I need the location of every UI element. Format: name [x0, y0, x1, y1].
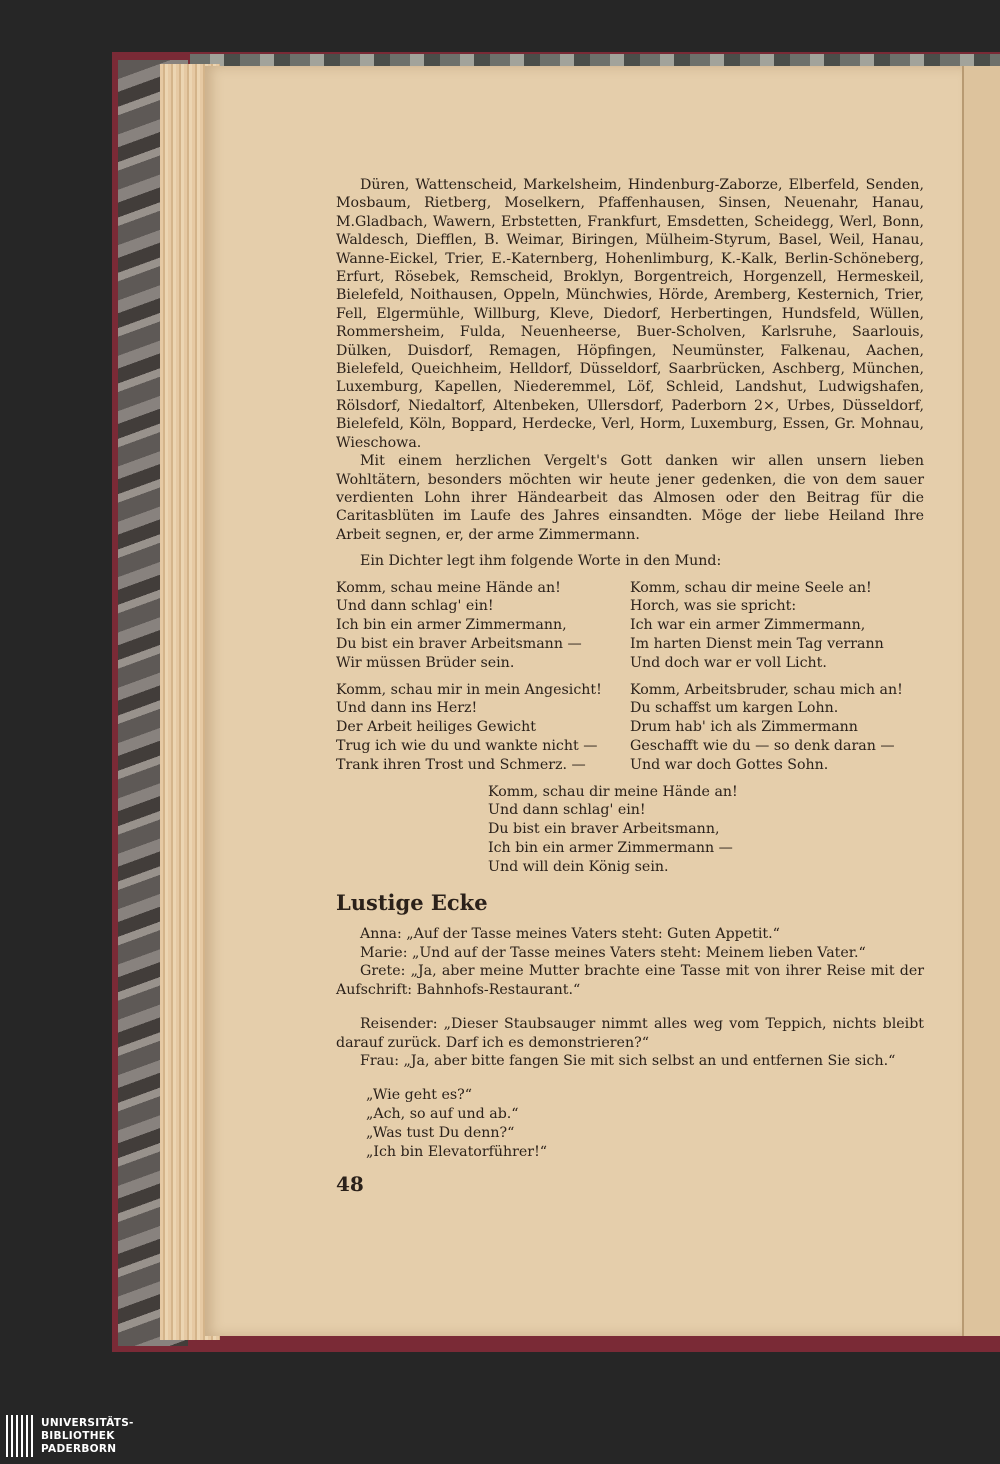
joke-quote: „Was tust Du denn?“ [366, 1125, 515, 1142]
poem-line: Trank ihren Trost und Schmerz. — [336, 756, 586, 773]
poem-stanza-2 [336, 681, 924, 775]
poem-line: Und dann schlag' ein! [336, 598, 494, 615]
poem-line: Komm, Arbeitsbruder, schau mich an! [630, 681, 903, 698]
poem-column-left [336, 681, 630, 775]
speech: „Ja, aber meine Mutter brachte eine Tasse mit von ihrer Reise mit der Aufschrift: Bahnhofs-Restaurant.“ [336, 963, 924, 998]
poem-column-right [630, 681, 924, 775]
poem-line: Ich bin ein armer Zimmermann, [336, 617, 567, 634]
poem-line: Wir müssen Brüder sein. [336, 654, 515, 671]
poem-line: Und dann ins Herz! [336, 700, 478, 717]
poem-line: Horch, was sie spricht: [630, 598, 797, 615]
poem-line: Komm, schau meine Hände an! [336, 579, 561, 596]
poem-line: Komm, schau dir meine Seele an! [630, 579, 872, 596]
poem-line: Ich bin ein armer Zimmermann — [488, 839, 733, 856]
poem-line: Geschafft wie du — so denk daran — [630, 737, 895, 754]
page-text [336, 176, 924, 1196]
speaker: Grete: [360, 963, 406, 980]
poem-line: Du bist ein braver Arbeitsmann — [336, 635, 582, 652]
logo-line: BIBLIOTHEK [41, 1429, 115, 1442]
joke-line: Frau: „Ja, aber bitte fangen Sie mit sich selbst an und entfernen Sie sich.“ [360, 1052, 896, 1069]
poem-line: Drum hab' ich als Zimmermann [630, 719, 858, 736]
poem-line: Und doch war er voll Licht. [630, 654, 827, 671]
page-number: 48 [336, 1172, 364, 1197]
logo-bars-icon [6, 1415, 33, 1457]
joke-line [336, 962, 924, 999]
joke-line [336, 944, 924, 962]
poem-final-stanza [488, 783, 924, 877]
speaker: Marie: [360, 944, 408, 961]
poem-column-right [630, 579, 924, 673]
poem-line: Und will dein König sein. [488, 858, 669, 875]
speech: „Auf der Tasse meines Vaters steht: Guten Appetit.“ [401, 926, 780, 943]
joke-quote: „Ich bin Elevatorführer!“ [366, 1144, 548, 1161]
speech: „Und auf der Tasse meines Vaters steht: Meinem lieben Vater.“ [407, 944, 866, 961]
poet-intro: Ein Dichter legt ihm folgende Worte in den Mund: [360, 553, 722, 570]
poem-line: Komm, schau dir meine Hände an! [488, 783, 738, 800]
poem-line: Und war doch Gottes Sohn. [630, 756, 829, 773]
poem-line: Und dann schlag' ein! [488, 802, 646, 819]
section-heading: Lustige Ecke [336, 890, 488, 916]
poem-column-left [336, 579, 630, 673]
logo-line: UNIVERSITÄTS- [41, 1416, 134, 1429]
joke-quote: „Ach, so auf und ab.“ [366, 1106, 519, 1123]
thanks-paragraph: Mit einem herzlichen Vergelt's Gott danken wir allen unsern lieben Wohltätern, besonders möchten wir heute jener gedenken, die von dem sauer verdienten Lohn ihrer Händearbeit das Almosen oder den Beitrag für die Caritasblüten im Laufe des Jahres einsandten. Möge der liebe Heiland Ihre Arbeit segnen, er, der arme Zimmermann. [336, 453, 924, 543]
facing-page-edge [962, 66, 1000, 1336]
poem-line: Du bist ein braver Arbeitsmann, [488, 821, 720, 838]
poem-line: Trug ich wie du und wankte nicht — [336, 737, 598, 754]
speaker: Anna: [360, 926, 402, 943]
poem-line: Im harten Dienst mein Tag verrann [630, 635, 884, 652]
joke-line [336, 925, 924, 943]
library-logo [6, 1414, 134, 1458]
poem-line: Du schaffst um kargen Lohn. [630, 700, 839, 717]
joke-line: Reisender: „Dieser Staubsauger nimmt alles weg vom Teppich, nichts bleibt darauf zurück. Darf ich es demonstrieren?“ [336, 1016, 924, 1051]
poem-line: Ich war ein armer Zimmermann, [630, 617, 866, 634]
joke-quote: „Wie geht es?“ [366, 1087, 472, 1104]
poem-line: Komm, schau mir in mein Angesicht! [336, 681, 602, 698]
logo-line: PADERBORN [41, 1442, 117, 1455]
poem-line: Der Arbeit heiliges Gewicht [336, 719, 536, 736]
donor-list: Düren, Wattenscheid, Markelsheim, Hindenburg-Zaborze, Elberfeld, Senden, Mosbaum, Rietberg, Moselkern, Pfaffenhausen, Sinsen, Neuenahr, Hanau, M.Gladbach, Wawern, Erbstetten, Frankfurt, Emsdetten, Scheidegg, Werl, Bonn, Waldesch, Diefflen, B. Weimar, Biringen, Mülheim-Styrum, Basel, Weil, Hanau, Wanne-Eickel, Trier, E.-Katernberg, Hohenlimburg, K.-Kalk, Berlin-Schöneberg, Erfurt, Rösebek, Remscheid, Broklyn, Borgentreich, Horgenzell, Hermeskeil, Bielefeld, Noithausen, Oppeln, Münchwies, Hörde, Aremberg, Kesternich, Trier, Fell, Elgermühle, Willburg, Kleve, Diedorf, Herbertingen, Hundsfeld, Wüllen, Rommersheim, Fulda, Neuenheerse, Buer-Scholven, Karlsruhe, Saarlouis, Dülken, Duisdorf, Remagen, Höpfingen, Neumünster, Falkenau, Aachen, Bielefeld, Queichheim, Helldorf, Düsseldorf, Saarbrücken, Aschberg, München, Luxemburg, Kapellen, Niederemmel, Löf, Schleid, Landshut, Ludwigshafen, Rölsdorf, Niedaltorf, Altenbeken, Ullersdorf, Paderborn 2×, Urbes, Düsseldorf, Bielefeld, Köln, Boppard, Herdecke, Verl, Horm, Luxemburg, Essen, Gr. Mohnau, Wieschowa. [336, 177, 924, 451]
poem-stanza-1 [336, 579, 924, 673]
